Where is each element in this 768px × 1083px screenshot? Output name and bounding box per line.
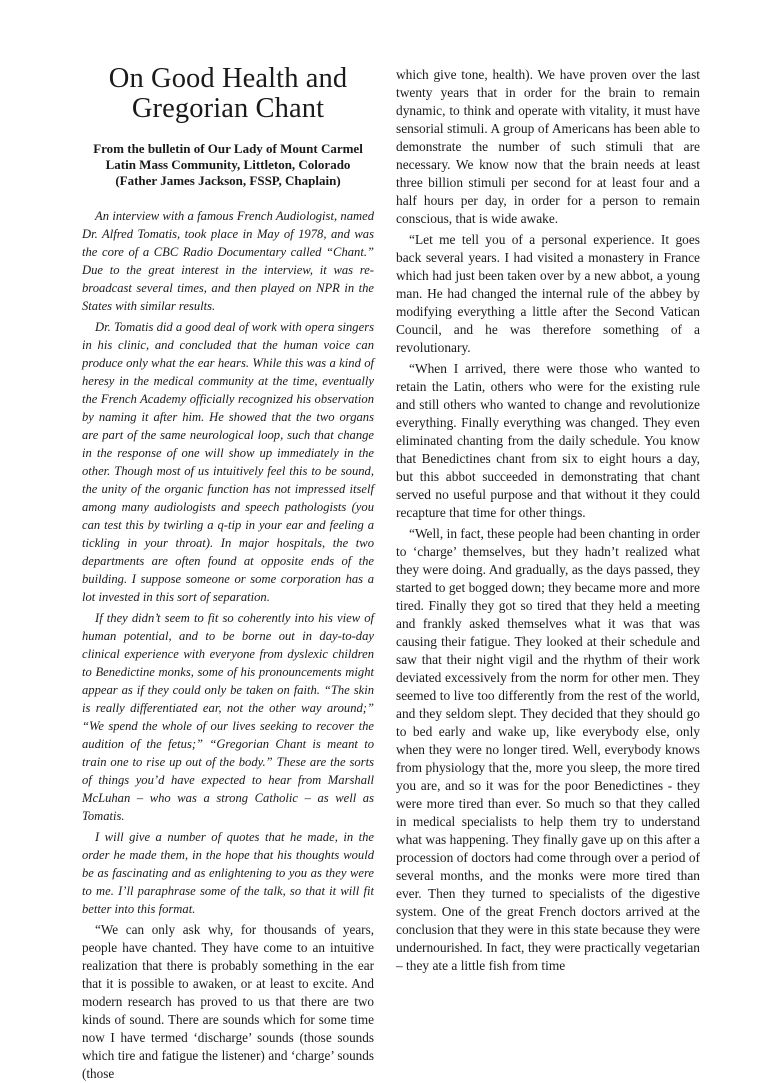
body-paragraph: “Well, in fact, these people had been chanting in order to ‘charge’ themselves, but they hadn’t realized what they were doing. And gradually, as the days passed, they started to get bogged down; they became more and more tired. Finally they got so tired that they held a meeting and frankly asked themselves what it was that was causing their fatigue. They looked at their schedule and saw that their night vigil and the rhythm of their work deviated excessively from the norm for other men. They seemed to live too differently from the rest of the world, and they seldom slept. They decided that they should go to bed early and wake up, like everybody else, only when they were no longer tired. Well, everybody knows from physiology that the, more you sleep, the more tired you are, and so it was for the poor Benedictines - they were more tired than ever. So much so that they called in medical specialists to help them try to understand what was happening. They finally gave up on this after a procession of doctors had come through over a period of several months, and the monks were more tired than ever. Then they turned to specialists of the digestive system. One of the great French doctors arrived at the conclusion that they were in this state because they were undernourished. In fact, they were practically vegetarian – they ate a little fish from time — [396, 526, 700, 973]
intro-paragraph: If they didn’t seem to fit so coherently into his view of human potential, and to be borne out in day-to-day clinical experience with everyone from dyslexic children to Benedictine monks, some of his pronouncements might appear as if they could only be taken on faith. “The skin is really differentiated ear, not the other way around;” “We spend the whole of our lives seeking to recover the audition of the fetus;” “Gregorian Chant is meant to train one to rise up out of the body.” These are the sorts of things you’d have expected to hear from Marshall McLuhan – who was a strong Catholic – as well as Tomatis. — [82, 611, 374, 823]
intro-paragraph: An interview with a famous French Audiologist, named Dr. Alfred Tomatis, took place in May of 1978, and was the core of a CBC Radio Documentary called “Chant.” Due to the great interest in the interview, it was re-broadcast several times, and then played on NPR in the States with similar results. — [82, 209, 374, 313]
intro-paragraph: I will give a number of quotes that he made, in the order he made them, in the hope that his thoughts would be as fascinating and as enlightening to you as they were to me. I’ll paraphrase some of the talk, so that it will fit better into this format. — [82, 830, 374, 916]
body-paragraph: “Let me tell you of a personal experience. It goes back several years. I had visited a monastery in France which had just been taken over by a new abbot, a young man. He had changed the internal rule of the abbey by modifying everything a little after the Second Vatican Council, and he was therefore something of a revolutionary. — [396, 232, 700, 355]
right-column — [396, 66, 700, 975]
article-title: On Good Health and Gregorian Chant — [108, 63, 348, 124]
body-paragraph: “We can only ask why, for thousands of years, people have chanted. They have come to an intuitive realization that there is probably something in the ear that it is possible to awaken, or at least to excite. And modern research has proved to us that there are two kinds of sound. There are sounds which for some time now I have termed ‘discharge’ sounds (those sounds which tire and fatigue the listener) and ‘charge’ sounds (those — [82, 922, 374, 1081]
article-byline — [82, 141, 374, 189]
byline-line: From the bulletin of Our Lady of Mount Carmel — [93, 141, 363, 156]
byline-line: (Father James Jackson, FSSP, Chaplain) — [115, 173, 341, 188]
body-paragraph: which give tone, health). We have proven over the last twenty years that in order for the brain to remain dynamic, to think and operate with vitality, it must have sensorial stimuli. A group of Americans has been able to demonstrate the number of such stimuli that are necessary. We know now that the brain needs at least three billion stimuli per second for at least four and a half hours per day, in order for a person to remain conscious, that is wide awake. — [396, 67, 700, 226]
byline-line: Latin Mass Community, Littleton, Colorado — [105, 157, 351, 172]
left-column — [82, 64, 374, 1083]
body-paragraph: “When I arrived, there were those who wanted to retain the Latin, others who were for the existing rule and still others who wanted to change and revolutionize everything. Finally everything was changed. They even eliminated chanting from the daily schedule. You know that Benedictines chant from six to eight hours a day, but this abbot succeeded in demonstrating that chant served no useful purpose and that without it they could recapture that time for other things. — [396, 361, 700, 520]
intro-paragraph: Dr. Tomatis did a good deal of work with opera singers in his clinic, and concluded that the human voice can produce only what the ear hears. While this was a kind of heresy in the medical community at the time, eventually the French Academy officially recognized his observation by naming it after him. He showed that the two organs are part of the same neurological loop, such that change in the response of one will show up immediately in the other. Though most of us intuitively feel this to be sound, the unity of the organic function has not impressed itself among many audiologists and speech pathologists (you can test this by twirling a q-tip in your ear and feeling a tickling in your throat). In major hospitals, the two departments are often found at opposite ends of the building. I suppose someone or some corporation has a lot invested in this sort of separation. — [82, 320, 374, 604]
